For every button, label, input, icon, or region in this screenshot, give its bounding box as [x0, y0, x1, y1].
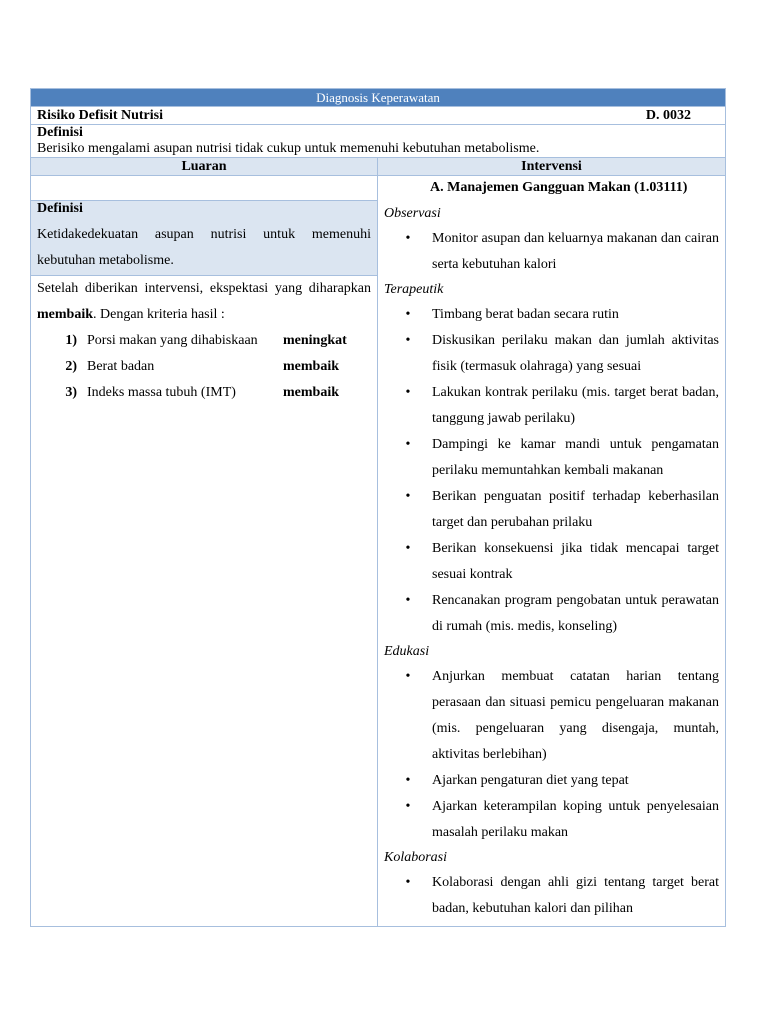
list-item [384, 794, 719, 846]
edukasi-list [384, 664, 719, 846]
diagnosis-row [30, 107, 726, 125]
table-title: Diagnosis Keperawatan [30, 88, 726, 107]
column-headers [30, 158, 726, 176]
criteria-list [31, 328, 377, 406]
list-item [384, 536, 719, 588]
criteria-number: 3) [65, 385, 77, 400]
outcome-keyword: membaik [37, 307, 93, 322]
criteria-value: membaik [283, 359, 339, 374]
list-item [384, 380, 719, 432]
list-item [384, 870, 719, 922]
criteria-number: 2) [65, 359, 77, 374]
criteria-value: meningkat [283, 333, 347, 348]
list-item [384, 302, 719, 328]
nursing-care-table [30, 88, 726, 927]
list-item [31, 354, 377, 380]
bullet-icon: • [405, 875, 411, 890]
list-item [31, 328, 377, 354]
intervensi-column [378, 176, 725, 926]
list-item-text: Timbang berat badan secara rutin [432, 307, 619, 322]
definition-row [30, 125, 726, 158]
list-item-text: Ajarkan keterampilan koping untuk penyelesaian masalah perilaku makan [432, 799, 719, 840]
list-item-text: Ajarkan pengaturan diet yang tepat [432, 773, 629, 788]
definition-text: Berisiko mengalami asupan nutrisi tidak cukup untuk memenuhi kebutuhan metabolisme. [37, 141, 540, 156]
list-item-text: Monitor asupan dan keluarnya makanan dan cairan serta kebutuhan kalori [432, 231, 719, 272]
list-item-text: Dampingi ke kamar mandi untuk pengamatan perilaku memuntahkan kembali makanan [432, 437, 719, 478]
list-item [384, 768, 719, 794]
luaran-definition-heading: Definisi [37, 201, 83, 216]
section-label-edukasi: Edukasi [384, 644, 430, 659]
list-item-text: Anjurkan membuat catatan harian tentang perasaan dan situasi pemicu pengeluaran makanan (mis. pengeluaran yang disengaja, muntah, aktivitas berlebihan) [432, 669, 719, 762]
bullet-icon: • [405, 489, 411, 504]
luaran-column [31, 176, 378, 926]
criteria-text: Indeks massa tubuh (IMT) [87, 385, 236, 400]
definition-heading: Definisi [37, 125, 83, 140]
list-item [384, 588, 719, 640]
list-item [384, 484, 719, 536]
list-item [384, 328, 719, 380]
list-item-text: Rencanakan program pengobatan untuk perawatan di rumah (mis. medis, konseling) [432, 593, 719, 634]
section-label-kolaborasi: Kolaborasi [384, 850, 448, 865]
bullet-icon: • [405, 669, 411, 684]
column-header-intervensi: Intervensi [521, 159, 582, 174]
list-item [384, 226, 719, 278]
diagnosis-code: D. 0032 [645, 108, 691, 123]
table-body [30, 176, 726, 927]
luaran-outcome [31, 276, 377, 328]
criteria-value: membaik [283, 385, 339, 400]
bullet-icon: • [405, 773, 411, 788]
list-item [384, 664, 719, 768]
bullet-icon: • [405, 541, 411, 556]
outcome-intro-end: . Dengan kriteria hasil : [93, 307, 225, 322]
empty-cell [31, 176, 377, 201]
section-label-observasi: Observasi [384, 206, 441, 221]
luaran-definition [31, 201, 377, 276]
bullet-icon: • [405, 307, 411, 322]
outcome-intro: Setelah diberikan intervensi, ekspektasi yang diharapkan [37, 281, 371, 296]
bullet-icon: • [405, 799, 411, 814]
list-item-text: Berikan konsekuensi jika tidak mencapai target sesuai kontrak [432, 541, 719, 582]
list-item-text: Kolaborasi dengan ahli gizi tentang target berat badan, kebutuhan kalori dan pilihan [432, 875, 719, 916]
bullet-icon: • [405, 385, 411, 400]
observasi-list [384, 226, 719, 278]
section-label-terapeutik: Terapeutik [384, 282, 444, 297]
terapeutik-list [384, 302, 719, 640]
list-item-text: Diskusikan perilaku makan dan jumlah aktivitas fisik (termasuk olahraga) yang sesuai [432, 333, 719, 374]
criteria-text: Berat badan [87, 359, 155, 374]
kolaborasi-list [384, 870, 719, 922]
list-item-text: Lakukan kontrak perilaku (mis. target berat badan, tanggung jawab perilaku) [432, 385, 719, 426]
list-item [31, 380, 377, 406]
bullet-icon: • [405, 231, 411, 246]
diagnosis-name: Risiko Defisit Nutrisi [37, 108, 163, 123]
criteria-number: 1) [65, 333, 77, 348]
bullet-icon: • [405, 437, 411, 452]
list-item [384, 432, 719, 484]
intervention-title: A. Manajemen Gangguan Makan (1.03111) [430, 180, 688, 195]
bullet-icon: • [405, 593, 411, 608]
bullet-icon: • [405, 333, 411, 348]
luaran-definition-text: Ketidakedekuatan asupan nutrisi untuk memenuhi kebutuhan metabolisme. [37, 227, 371, 268]
list-item-text: Berikan penguatan positif terhadap keberhasilan target dan perubahan prilaku [432, 489, 719, 530]
criteria-text: Porsi makan yang dihabiskaan [87, 333, 258, 348]
column-header-luaran: Luaran [31, 158, 378, 175]
